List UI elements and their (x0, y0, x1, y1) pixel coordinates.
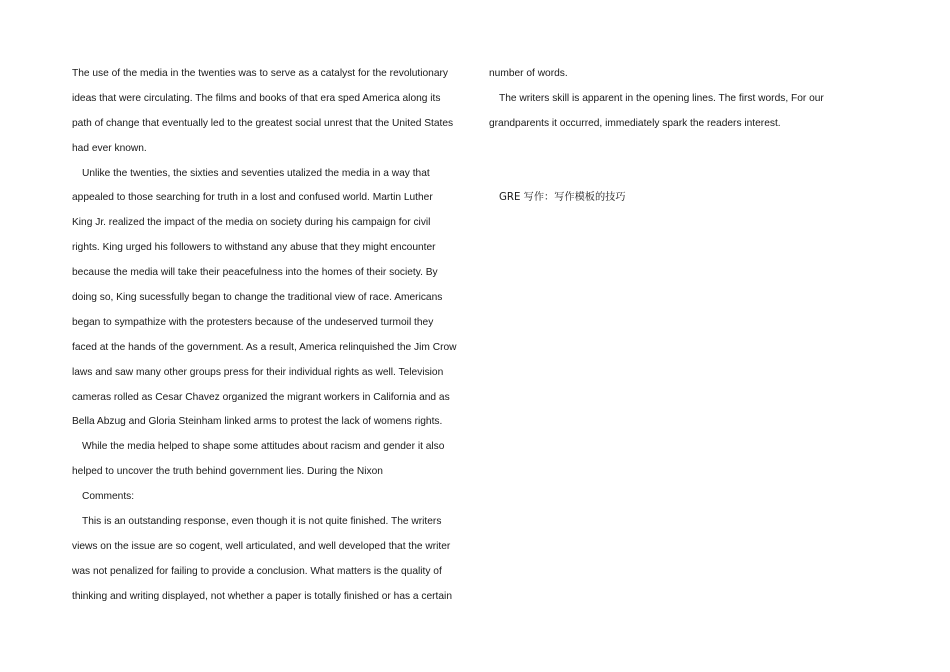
body-line: number of words. (489, 68, 568, 79)
body-line: because the media will take their peacefulness into the homes of their society. By (72, 267, 438, 279)
body-line: Bella Abzug and Gloria Steinham linked arms to protest the lack of womens rights. (72, 416, 443, 428)
paragraph-start-line: This is an outstanding response, even though it is not quite finished. The writers (82, 516, 442, 528)
body-line: thinking and writing displayed, not whether a paper is totally finished or has a certain (72, 590, 452, 602)
body-line: The use of the media in the twenties was to serve as a catalyst for the revolutionary (72, 68, 448, 79)
body-line: doing so, King sucessfully began to change the traditional view of race. Americans (72, 292, 443, 304)
body-line: appealed to those searching for truth in a lost and confused world. Martin Luther (72, 192, 433, 204)
blank-space (489, 137, 881, 187)
body-line: views on the issue are so cogent, well articulated, and well developed that the writer (72, 540, 451, 552)
body-line: cameras rolled as Cesar Chavez organized the migrant workers in California and as (72, 391, 450, 403)
body-line: path of change that eventually led to the greatest social unrest that the United States (72, 117, 454, 129)
paragraph-start-line: The writers skill is apparent in the opening lines. The first words, For our (499, 92, 824, 104)
right-column (489, 62, 881, 211)
body-line: ideas that were circulating. The films and books of that era sped America along its (72, 92, 441, 104)
body-line: King Jr. realized the impact of the media on society during his campaign for civil (72, 217, 431, 229)
section-heading: GRE 写作：写作模板的技巧 (499, 192, 626, 204)
body-line: had ever known. (72, 142, 147, 154)
body-line: began to sympathize with the protesters because of the undeserved turmoil they (72, 316, 434, 328)
paragraph-start-line: While the media helped to shape some attitudes about racism and gender it also (82, 441, 445, 453)
paragraph-start-line: Unlike the twenties, the sixties and seventies utalized the media in a way that (82, 167, 430, 179)
comments-label: Comments: (82, 491, 135, 503)
body-line: rights. King urged his followers to withstand any abuse that they might encounter (72, 242, 436, 254)
body-line: faced at the hands of the government. As a result, America relinquished the Jim Crow (72, 341, 457, 353)
body-line: was not penalized for failing to provide a conclusion. What matters is the quality of (72, 565, 442, 577)
left-column (72, 62, 464, 610)
body-line: laws and saw many other groups press for their individual rights as well. Television (72, 366, 444, 378)
body-line: helped to uncover the truth behind government lies. During the Nixon (72, 466, 383, 478)
body-line: grandparents it occurred, immediately spark the readers interest. (489, 117, 781, 129)
